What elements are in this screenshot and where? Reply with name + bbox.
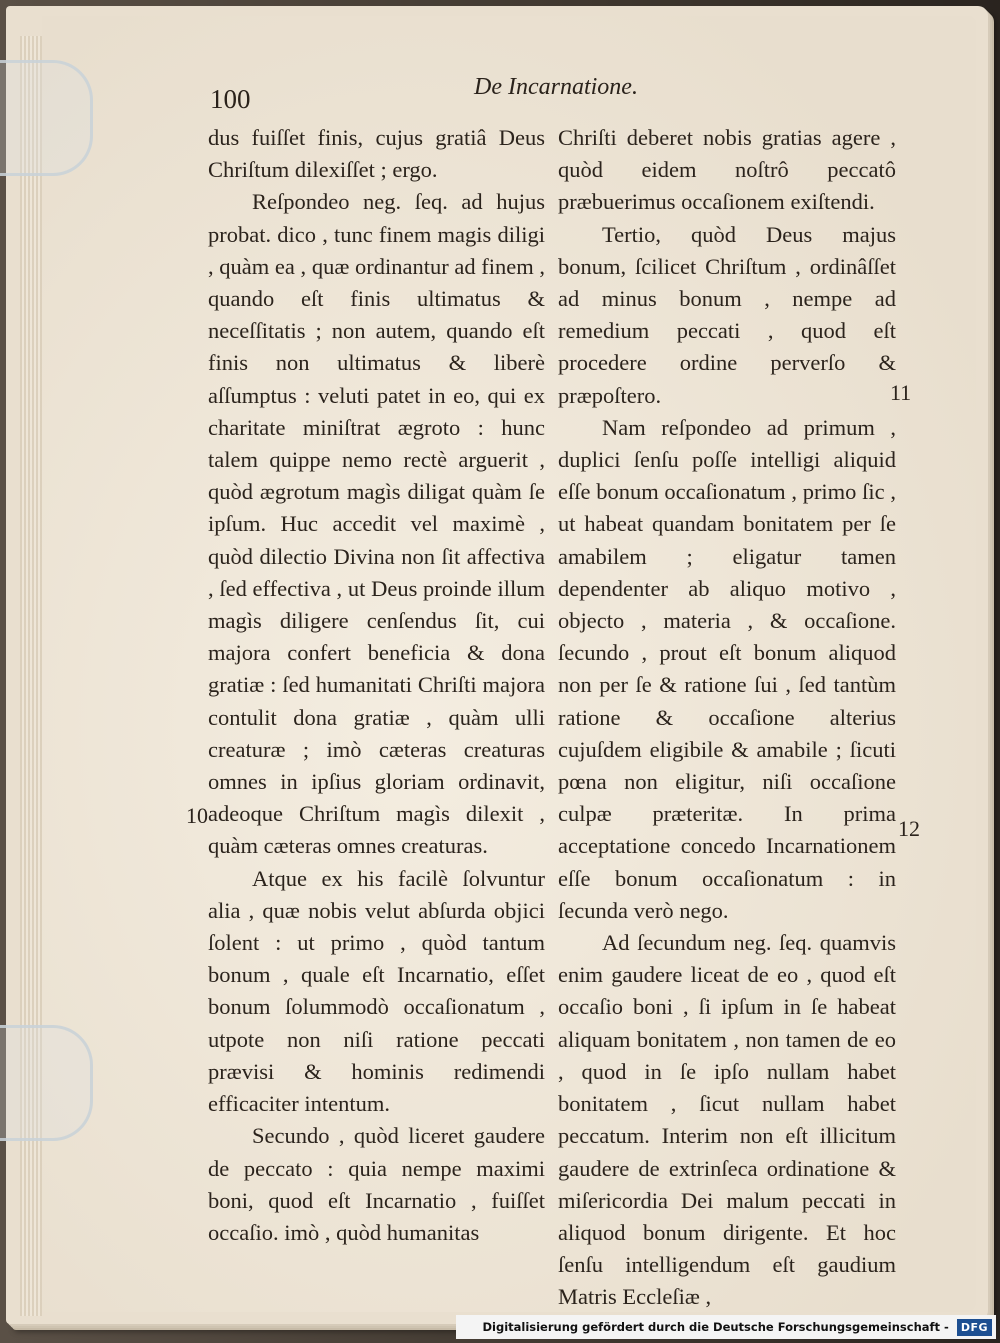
paragraph: Atque ex his facilè ſolvuntur alia , quæ nobis velut abſurda objici ſolent : ut primo , quòd tantum bonum , quale eſt Incarnatio, eſſet bonum ſolummodò occaſionatum , utpote non niſi ratione peccati prævisi & hominis redimendi efficaciter intentum.	[208, 865, 545, 1117]
paragraph: dus fuiſſet finis, cujus gratiâ Deus Chriſtum dilexiſſet ; ergo.	[208, 125, 545, 183]
margin-number-10: 10	[186, 803, 208, 828]
paragraph: Secundo , quòd liceret gaudere de peccato : quia nempe maximi boni, quod eſt Incarnatio , fuiſſet occaſio. imò , quòd humanitas	[208, 1123, 545, 1245]
running-title: De Incarnatione.	[474, 74, 638, 100]
left-column	[208, 122, 545, 1249]
paragraph: Chriſti deberet nobis gratias agere , quòd eidem noſtrô peccatô præbuerimus occaſionem exiſtendi.	[558, 125, 896, 215]
dfg-logo: DFG	[957, 1319, 992, 1336]
digitization-credit-bar	[456, 1315, 996, 1339]
paragraph: Ad ſecundum neg. ſeq. quamvis enim gaudere liceat de eo , quod eſt occaſio boni , ſi ipſum in ſe habeat aliquam bonitatem , non tamen de eo , quod in ſe ipſo nullam habet bonitatem , ſicut nullam habet peccatum. Interim non eſt illicitum gaudere de extrinſeca ordinatione & miſericordia Dei malum peccati in aliquod bonum dirigente. Et hoc ſenſu intelligendum eſt gaudium Matris Eccleſiæ ,	[558, 930, 896, 1310]
page-number: 100	[210, 84, 251, 114]
page-clip-top	[0, 60, 93, 176]
paragraph: Reſpondeo neg. ſeq. ad hujus probat. dico , tunc finem magis diligi , quàm ea , quæ ordinantur ad finem , quando eſt finis ultimatus & neceſſitatis ; non autem, quando eſt finis non ultimatus & liberè aſſumptus : veluti patet in eo, qui ex charitate miniſtrat ægroto : hunc talem quippe nemo rectè arguerit , quòd ægrotum magìs diligat quàm ſe ipſum. Huc accedit vel maximè , quòd dilectio Divina non ſit affectiva , ſed effectiva , ut Deus proinde illum magìs diligere cenſendus ſit, cui majora confert beneficia & dona gratiæ : ſed humanitati Chriſti majora contulit dona gratiæ , quàm ulli creaturæ ; imò cæteras creaturas omnes in ipſius gloriam ordinavit, adeoque Chriſtum magìs dilexit , quàm cæteras omnes creaturas.	[208, 189, 545, 859]
right-column	[558, 122, 896, 1314]
margin-number-12: 12	[898, 816, 920, 841]
page-clip-bottom	[0, 1025, 93, 1141]
paragraph: Tertio, quòd Deus majus bonum, ſcilicet Chriſtum , ordinâſſet ad minus bonum , nempe ad remedium peccati , quod eſt procedere ordine perverſo & præpoſtero.	[558, 221, 896, 408]
paragraph: Nam reſpondeo ad primum , duplici ſenſu poſſe intelligi aliquid eſſe bonum occaſionatum , primo ſic , ut habeat quandam bonitatem per ſe amabilem ; eligatur tamen dependenter ab aliquo motivo , objecto , materia , & occaſione. ſecundo , prout eſt bonum aliquod non per ſe & ratione ſui , ſed tantùm ratione & occaſione alterius cujuſdem eligibile & amabile ; ſicuti pœna non eligitur, niſi occaſione culpæ præteritæ. In prima acceptatione concedo Incarnationem eſſe bonum occaſionatum : in ſecunda verò nego.	[558, 414, 896, 923]
credit-text: Digitalisierung gefördert durch die Deutsche Forschungsgemeinschaft -	[482, 1320, 949, 1334]
margin-number-11: 11	[890, 380, 912, 405]
